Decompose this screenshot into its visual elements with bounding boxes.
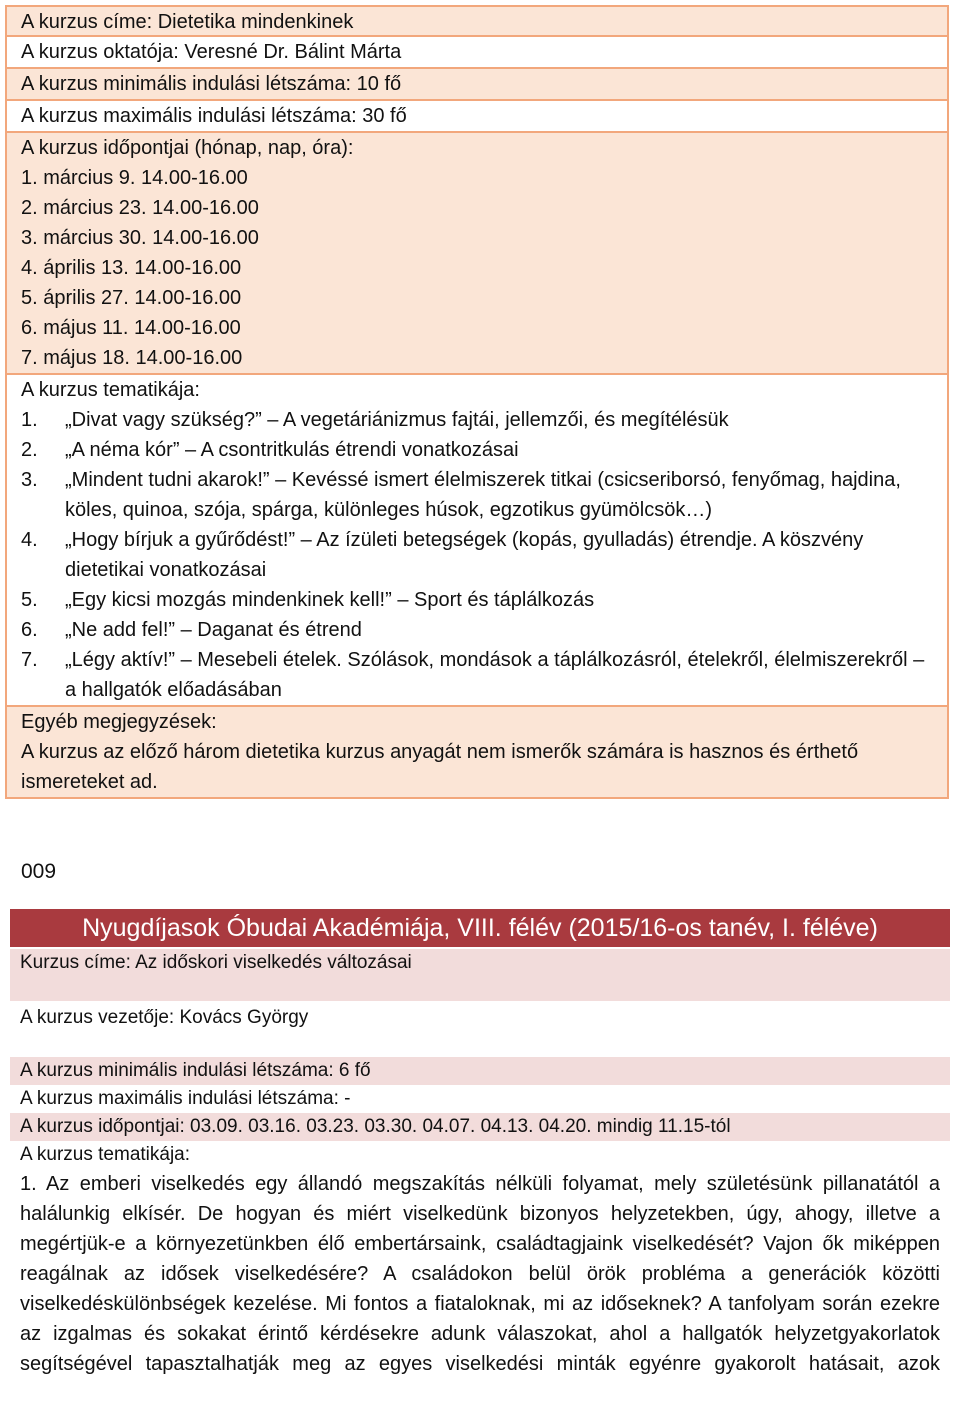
topic-number: 3. bbox=[21, 469, 38, 491]
topic-number: 6. bbox=[21, 619, 38, 641]
course2-leader-band bbox=[10, 1004, 950, 1032]
course2-min: A kurzus minimális indulási létszáma: 6 fő bbox=[20, 1060, 371, 1081]
course1-dates-label: A kurzus időpontjai (hónap, nap, óra): bbox=[21, 137, 354, 159]
topic-text: „Mindent tudni akarok!” – Kevéssé ismert élelmiszerek titkai (csicseriborsó, fenyőmag, hajdina, köles, quinoa, szója, spárga, különleges húsok, egzotikus gyümölcsök…) bbox=[65, 469, 901, 521]
course1-date: 5. április 27. 14.00-16.00 bbox=[21, 287, 242, 309]
course1-date: 2. március 23. 14.00-16.00 bbox=[21, 197, 259, 219]
course1-min-row bbox=[7, 69, 947, 101]
course2-dates-band bbox=[10, 1113, 950, 1141]
course2-dates: A kurzus időpontjai: 03.09. 03.16. 03.23. 03.30. 04.07. 04.13. 04.20. mindig 11.15-tól bbox=[20, 1116, 731, 1137]
course2-description: 1. Az emberi viselkedés egy állandó megszakítás nélküli folyamat, mely születésünk pillanatától a halálunkig elkísér. De hogyan és miért viselkedünk bizonyos helyzetekben, úgy, ahogy, illetve a megértjük-e a környezetünkben élő embertársaink, családtagjaink viselkedését? Vajon ők miképpen reagálnak az idősek viselkedésére? A családokon belül örök probléma a generációk közötti viselkedéskülönbségek kezelése. Mi fontos a fiataloknak, mi az időseknek? A tanfolyam során ezekre az izgalmas és sokakat érintő kérdésekre adunk válaszokat, ahol a hallgatók helyzetgyakorlatok segítségével tapasztalhatják meg az egyes viselkedési minták egyénre gyakorolt hatásait, azok bbox=[20, 1173, 940, 1375]
course2-topics-label-band bbox=[10, 1141, 950, 1169]
topic-text: „Ne add fel!” – Daganat és étrend bbox=[65, 619, 362, 641]
course2-title: Kurzus címe: Az időskori viselkedés változásai bbox=[20, 952, 412, 973]
topic-text: „Légy aktív!” – Mesebeli ételek. Szólások, mondások a táplálkozásról, ételekről, élelmiszerekről – a hallgatók előadásában bbox=[65, 649, 925, 701]
topic-number: 4. bbox=[21, 529, 38, 551]
course1-max-row bbox=[7, 101, 947, 133]
course2-max-band bbox=[10, 1085, 950, 1113]
course1-max: A kurzus maximális indulási létszáma: 30 fő bbox=[21, 105, 407, 127]
topic-item bbox=[21, 465, 933, 525]
course1-date: 1. március 9. 14.00-16.00 bbox=[21, 167, 248, 189]
course2-topics-label: A kurzus tematikája: bbox=[20, 1144, 191, 1165]
course1-notes-label: Egyéb megjegyzések: bbox=[21, 711, 217, 733]
course1-title: A kurzus címe: Dietetika mindenkinek bbox=[21, 11, 354, 33]
course2-max: A kurzus maximális indulási létszáma: - bbox=[20, 1088, 351, 1109]
course1-title-row bbox=[7, 7, 947, 37]
topic-item bbox=[21, 645, 933, 705]
course1-notes: A kurzus az előző három dietetika kurzus anyagát nem ismerők számára is hasznos és érthető ismereteket ad. bbox=[21, 741, 859, 793]
topic-text: „Egy kicsi mozgás mindenkinek kell!” – Sport és táplálkozás bbox=[65, 589, 595, 611]
course1-min: A kurzus minimális indulási létszáma: 10 fő bbox=[21, 73, 402, 95]
topic-item bbox=[21, 435, 933, 465]
course1-instructor: A kurzus oktatója: Veresné Dr. Bálint Márta bbox=[21, 41, 402, 63]
course1-date: 4. április 13. 14.00-16.00 bbox=[21, 257, 242, 279]
topic-item bbox=[21, 615, 933, 645]
course1-table bbox=[5, 5, 949, 799]
course2-header: Nyugdíjasok Óbudai Akadémiája, VIII. félév (2015/16-os tanév, I. féléve) bbox=[10, 909, 950, 947]
topic-text: „Divat vagy szükség?” – A vegetáriánizmus fajtái, jellemzői, és megítélésük bbox=[65, 409, 729, 431]
course1-dates-row bbox=[7, 133, 947, 375]
topic-item bbox=[21, 405, 933, 435]
course1-date: 6. május 11. 14.00-16.00 bbox=[21, 317, 241, 339]
topic-number: 7. bbox=[21, 649, 38, 671]
course1-date: 7. május 18. 14.00-16.00 bbox=[21, 347, 243, 369]
course2-leader: A kurzus vezetője: Kovács György bbox=[20, 1007, 309, 1028]
topic-number: 5. bbox=[21, 589, 38, 611]
course2-min-band bbox=[10, 1057, 950, 1085]
topic-text: „Hogy bírjuk a gyűrődést!” – Az ízületi betegségek (kopás, gyulladás) étrendje. A köszvény dietetikai vonatkozásai bbox=[65, 529, 864, 581]
topic-number: 2. bbox=[21, 439, 38, 461]
topic-item bbox=[21, 585, 933, 615]
course1-date: 3. március 30. 14.00-16.00 bbox=[21, 227, 259, 249]
topic-text: „A néma kór” – A csontritkulás étrendi vonatkozásai bbox=[65, 439, 519, 461]
course1-instructor-row bbox=[7, 37, 947, 69]
course1-topics-label: A kurzus tematikája: bbox=[21, 379, 200, 401]
section-number: 009 bbox=[21, 860, 57, 883]
topic-number: 1. bbox=[21, 409, 38, 431]
course1-notes-wrap bbox=[21, 737, 933, 797]
course2-title-band bbox=[10, 949, 950, 1001]
course1-notes-row bbox=[7, 707, 947, 797]
course1-topics-row bbox=[7, 375, 947, 707]
topic-item bbox=[21, 525, 933, 585]
